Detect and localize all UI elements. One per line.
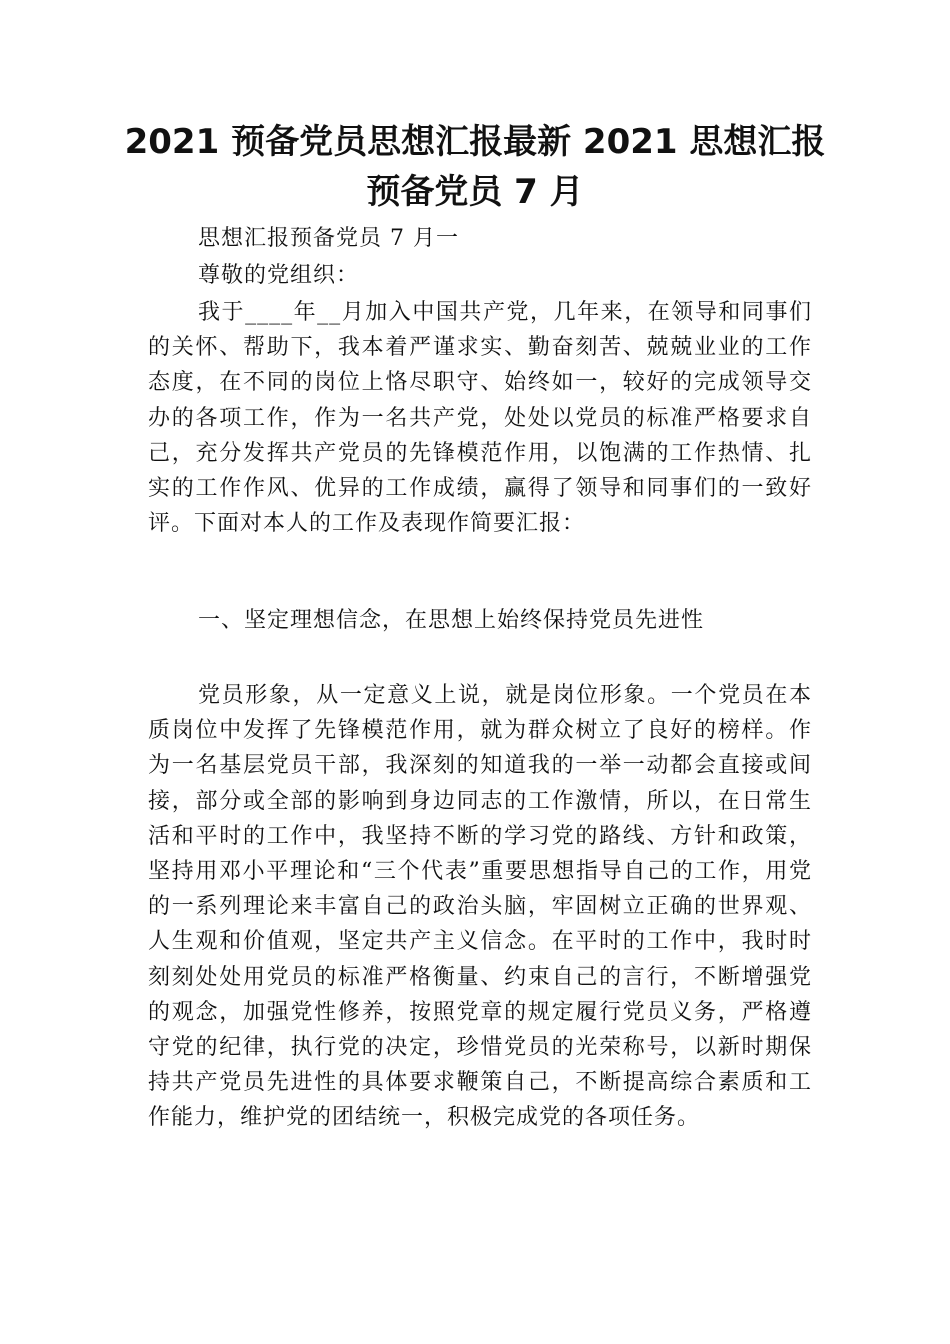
section-heading: 一、坚定理想信念，在思想上始终保持党员先进性 (198, 608, 705, 633)
salutation: 尊敬的党组织： (198, 263, 360, 288)
subtitle: 思想汇报预备党员 7 月一 (198, 226, 459, 251)
paragraph-body: 党员形象，从一定意义上说，就是岗位形象。一个党员在本质岗位中发挥了先锋模范作用，就为群众树立了良好的榜样。作为一名基层党员干部，我深刻的知道我的一举一动都会直接或间接，部分或全部的影响到身边同志的工作激情，所以，在日常生活和平时的工作中，我坚持不断的学习党的路线、方针和政策，坚持用邓小平理论和“三个代表”重要思想指导自己的工作，用党的一系列理论来丰富自己的政治头脑，牢固树立正确的世界观、人生观和价值观，坚定共产主义信念。在平时的工作中，我时时刻刻处处用党员的标准严格衡量、约束自己的言行，不断增强党的观念，加强党性修养，按照党章的规定履行党员义务，严格遵守党的纪律，执行党的决定，珍惜党员的光荣称号，以新时期保持共产党员先进性的具体要求鞭策自己，不断提高综合素质和工作能力，维护党的团结统一，积极完成党的各项任务。 (148, 683, 812, 1131)
document-title-line-1: 2021 预备党员思想汇报最新 2021 思想汇报 (124, 122, 826, 162)
paragraph-intro: 我于____年__月加入中国共产党，几年来，在领导和同事们的关怀、帮助下，我本着严谨求实、勤奋刻苦、兢兢业业的工作态度，在不同的岗位上恪尽职守、始终如一，较好的完成领导交办的各项工作，作为一名共产党，处处以党员的标准严格要求自己，充分发挥共产党员的先锋模范作用，以饱满的工作热情、扎实的工作作风、优异的工作成绩，赢得了领导和同事们的一致好评。下面对本人的工作及表现作简要汇报： (148, 300, 812, 537)
document-title-line-2: 预备党员 7 月 (366, 172, 584, 212)
